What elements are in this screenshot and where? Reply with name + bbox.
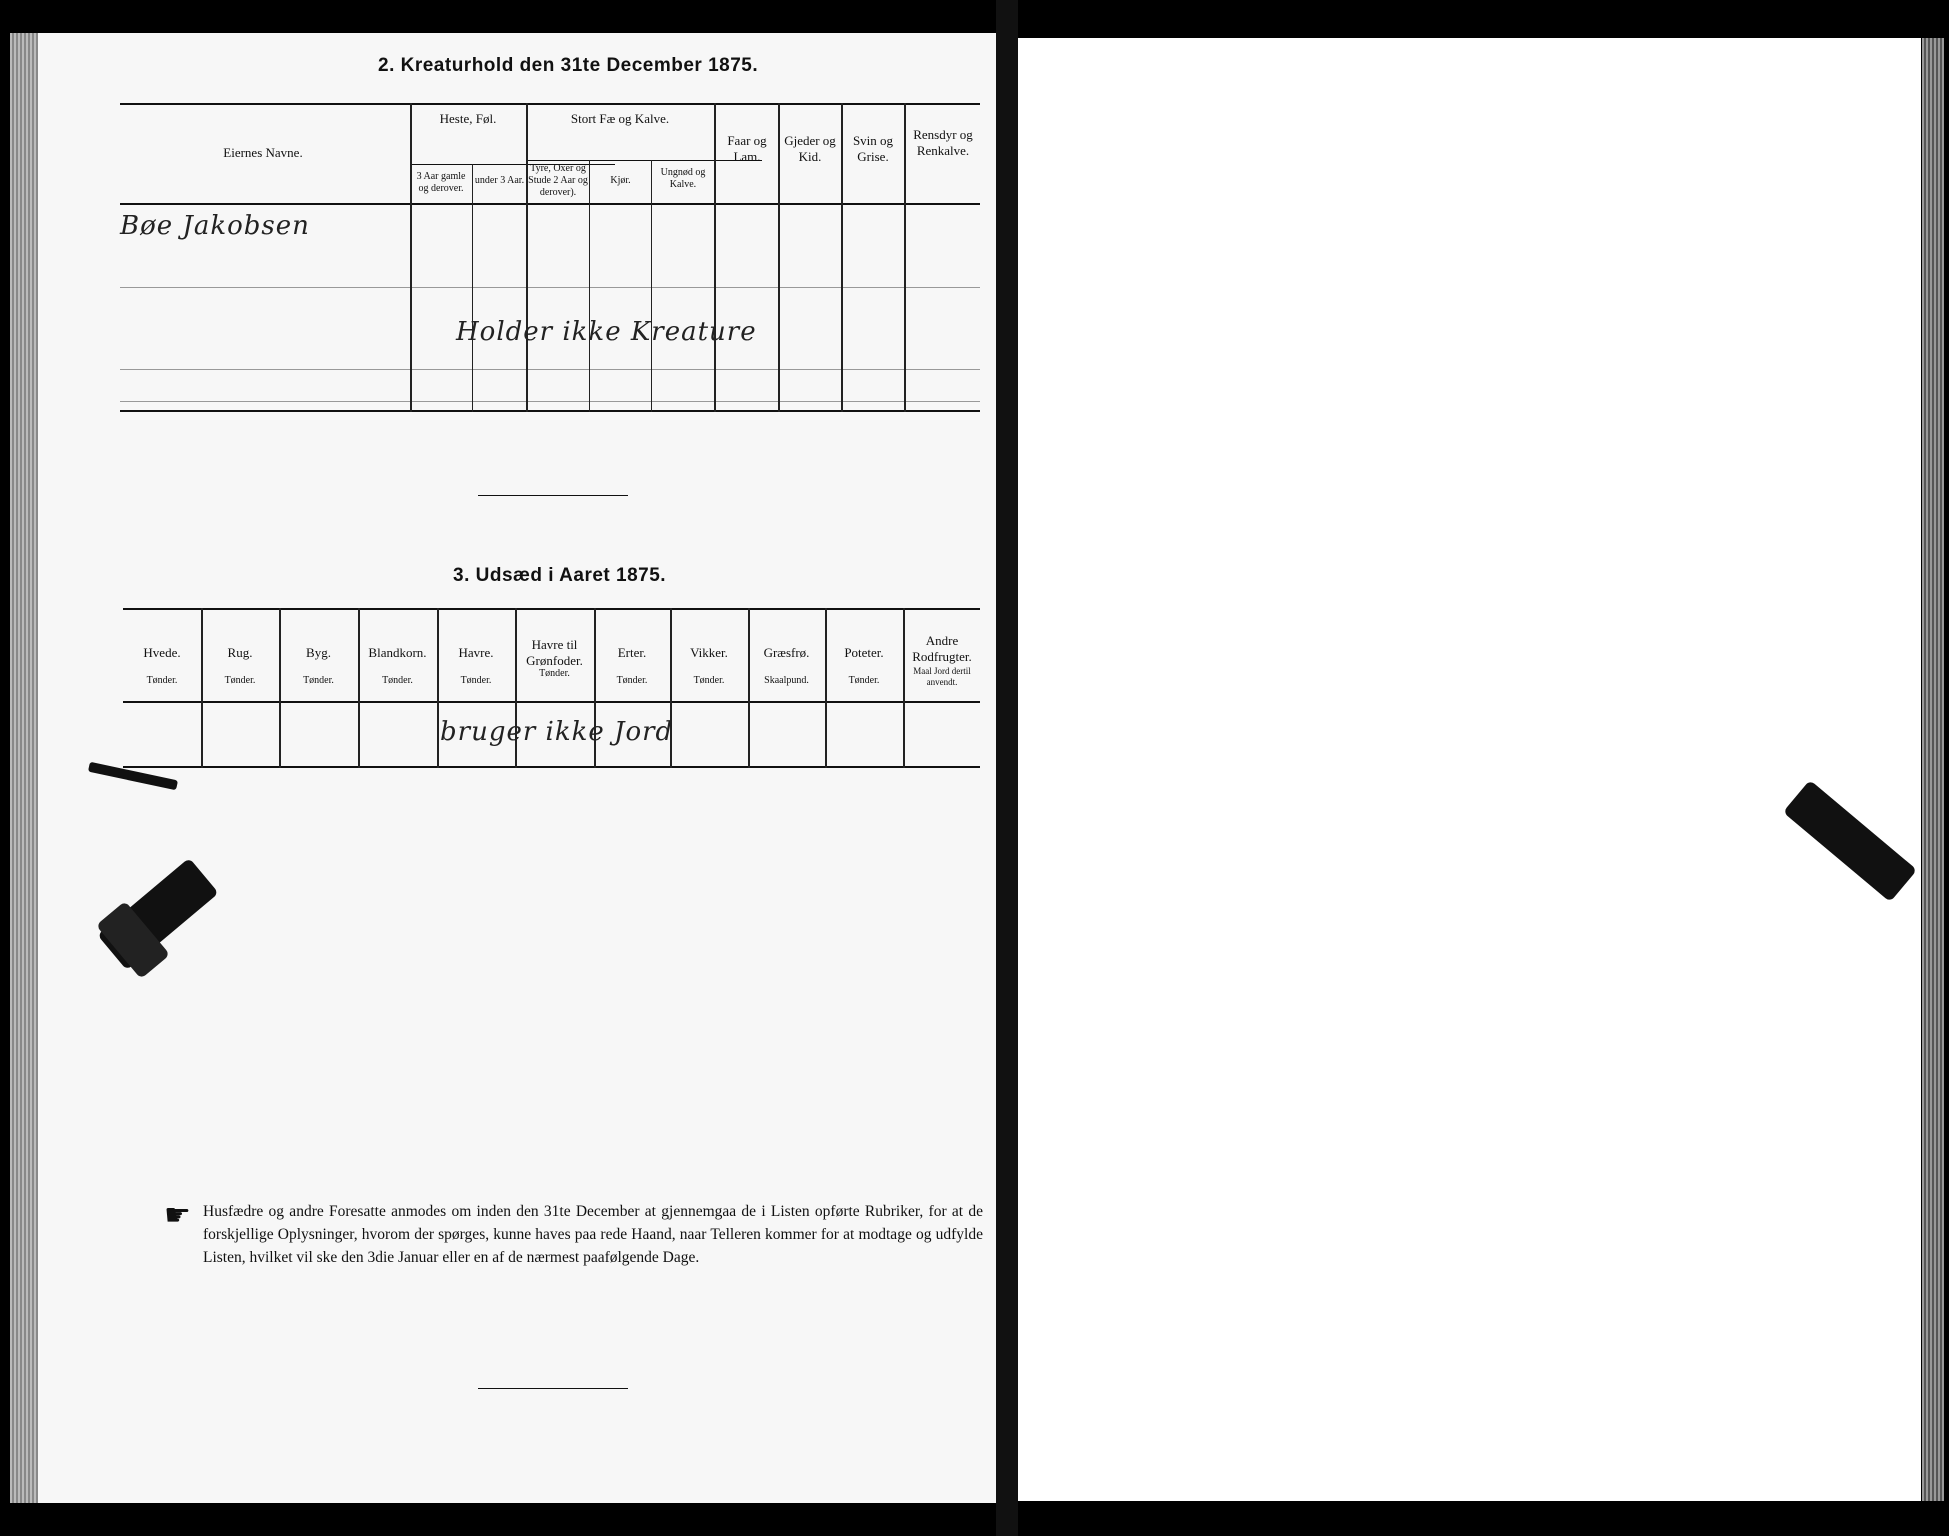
col-havre-unit: Tønder. <box>460 674 492 686</box>
col-storfae-header: Stort Fæ og Kalve. <box>570 111 670 126</box>
col-poteter-name: Poteter. <box>844 645 884 660</box>
col-heste-header: Heste, Føl. <box>439 111 497 126</box>
col-svin: Svin og Grise. <box>852 133 894 164</box>
pointing-hand-icon: ☛ <box>164 1199 191 1232</box>
table3-col-divider <box>437 608 439 768</box>
col-blandkorn-name: Blandkorn. <box>368 645 427 660</box>
col-kjor: Kjør. <box>610 175 631 186</box>
col-andre-rodfrugter-name: Andre Rodfrugter. <box>912 633 972 664</box>
table3-col-divider <box>201 608 203 768</box>
section2-title: 2. Kreaturhold den 31te December 1875. <box>378 55 759 76</box>
table2-col-divider <box>472 164 473 412</box>
col-faar: Faar og Lam. <box>727 133 767 164</box>
col-heste-under3: under 3 Aar. <box>474 175 525 186</box>
col-erter-unit: Tønder. <box>616 674 648 686</box>
col-graesfro-unit: Skaalpund. <box>764 674 809 686</box>
col-vikker <box>670 645 748 687</box>
col-blandkorn <box>358 645 437 687</box>
end-divider <box>478 1388 628 1389</box>
col-graesfro <box>748 645 825 687</box>
col-erter-name: Erter. <box>617 645 647 660</box>
livestock-remark-handwritten: Holder ikke Kreature <box>456 317 757 347</box>
col-havre-gronfoder <box>515 637 594 680</box>
col-heste-3aar: 3 Aar gamle og derover. <box>416 171 466 194</box>
table2-col-divider <box>526 103 528 412</box>
section3-title: 3. Udsæd i Aaret 1875. <box>453 565 667 586</box>
table3-col-divider <box>748 608 750 768</box>
col-havre-gronfoder-name: Havre til Grønfoder. <box>526 637 583 668</box>
page-clip-right <box>1783 780 1917 902</box>
col-byg-unit: Tønder. <box>303 674 334 686</box>
table2-header-rule <box>120 203 980 205</box>
table2-row-rule <box>120 369 980 370</box>
table2-row-rule <box>120 401 980 402</box>
table3-top-rule <box>123 608 980 610</box>
table2-row-rule <box>120 287 980 288</box>
col-hvede-name: Hvede. <box>143 645 181 660</box>
page-edge-strip-right <box>1922 38 1944 1501</box>
right-page-blank <box>1018 38 1921 1501</box>
table2-col-divider <box>410 103 412 412</box>
col-havre-name: Havre. <box>458 645 494 660</box>
col-havre <box>437 645 515 687</box>
col-andre-rodfrugter <box>904 633 980 688</box>
col-rug <box>201 645 279 687</box>
table3-col-divider <box>825 608 827 768</box>
table3-col-divider <box>358 608 360 768</box>
table2-bottom-rule <box>120 410 980 412</box>
section-divider <box>478 495 628 496</box>
col-vikker-unit: Tønder. <box>693 674 725 686</box>
col-tyre: Tyre, Oxer og Stude 2 Aar og derover). <box>528 163 588 198</box>
col-graesfro-name: Græsfrø. <box>763 645 810 660</box>
table3-col-divider <box>903 608 905 768</box>
col-andre-rodfrugter-unit: Maal Jord dertil anvendt. <box>913 666 971 687</box>
col-owner-header: Eiernes Navne. <box>223 145 303 160</box>
col-poteter <box>825 645 903 687</box>
col-gjeder: Gjeder og Kid. <box>784 133 836 164</box>
col-rug-unit: Tønder. <box>224 674 256 686</box>
col-erter <box>594 645 670 687</box>
col-blandkorn-unit: Tønder. <box>382 674 413 686</box>
col-vikker-name: Vikker. <box>690 645 728 660</box>
table3-bottom-rule <box>123 766 980 768</box>
table2-col-divider <box>714 103 716 412</box>
footnote-text: Husfædre og andre Foresatte anmodes om inden den 31te December at gjennemgaa de i Listen opførte Rubriker, for at de forskjellige Oplysninger, hvorom der spørges, kunne haves paa rede Haand, naar Telleren kommer for at modtage og udfylde Listen, hvilket vil ske den 3die Januar eller en af de nærmest paafølgende Dage. <box>203 1203 983 1266</box>
page-edge-strip-left <box>10 33 40 1503</box>
table2-col-divider <box>589 160 590 412</box>
col-hvede-unit: Tønder. <box>146 674 178 686</box>
table3-col-divider <box>279 608 281 768</box>
book-gutter <box>996 0 1018 1536</box>
table2-col-divider <box>651 160 652 412</box>
col-poteter-unit: Tønder. <box>848 674 880 686</box>
table3-header-rule <box>123 701 980 703</box>
col-rensdyr: Rensdyr og Renkalve. <box>913 127 973 158</box>
col-ungnod: Ungnød og Kalve. <box>660 167 706 190</box>
col-rug-name: Rug. <box>227 645 253 660</box>
table2-top-rule <box>120 103 980 105</box>
seed-remark-handwritten: bruger ikke Jord <box>440 717 674 747</box>
col-havre-gronfoder-unit: Tønder. <box>539 668 570 680</box>
col-hvede <box>123 645 201 687</box>
col-byg-name: Byg. <box>306 645 331 660</box>
left-page <box>38 33 996 1503</box>
owner-name-handwritten: Bøe Jakobsen <box>120 211 310 241</box>
col-byg <box>279 645 358 687</box>
